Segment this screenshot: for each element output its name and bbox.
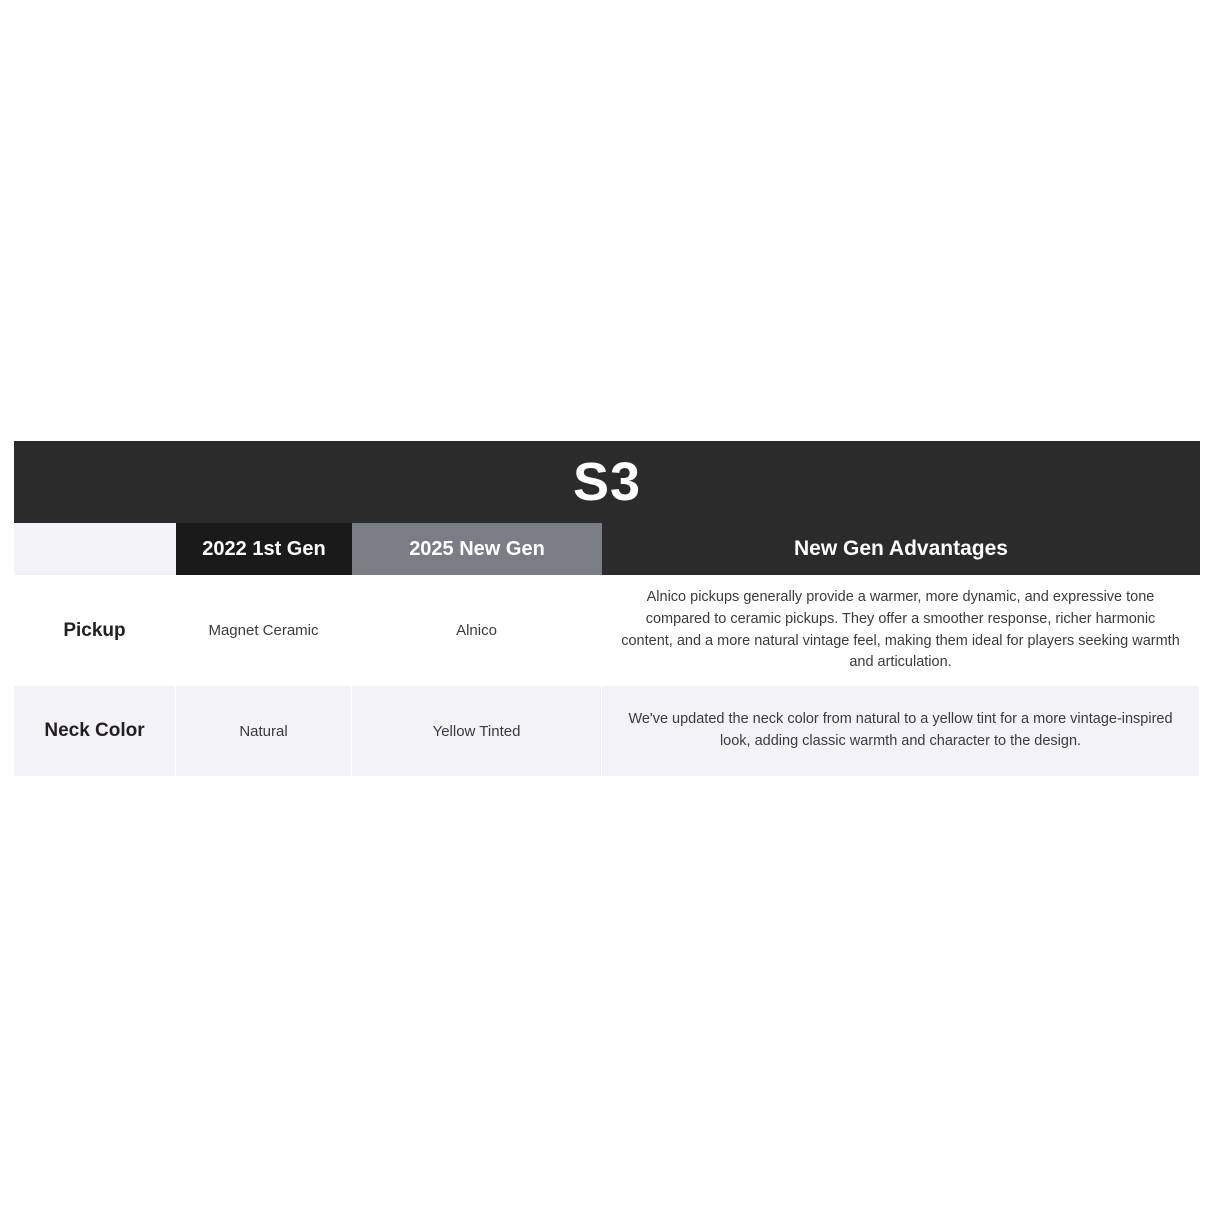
row-feature-label: Pickup bbox=[14, 575, 176, 686]
table-row bbox=[14, 686, 1200, 776]
row-feature-label: Neck Color bbox=[14, 686, 176, 776]
row-advantages-text: Alnico pickups generally provide a warmer, more dynamic, and expressive tone compared to ceramic pickups. They offer a smoother response, richer harmonic content, and a more natural vintage feel, making them ideal for players seeking warmth and articulation. bbox=[602, 575, 1200, 686]
row-gen2-value: Alnico bbox=[352, 575, 602, 686]
row-gen1-value: Natural bbox=[176, 686, 352, 776]
row-gen1-value: Magnet Ceramic bbox=[176, 575, 352, 686]
column-header-advantages: New Gen Advantages bbox=[602, 523, 1200, 575]
row-advantages-text: We've updated the neck color from natural to a yellow tint for a more vintage-inspired look, adding classic warmth and character to the design. bbox=[602, 686, 1200, 776]
table-row bbox=[14, 575, 1200, 686]
product-comparison-table bbox=[14, 441, 1200, 776]
product-title-banner bbox=[14, 441, 1200, 523]
page-title: S3 bbox=[572, 452, 642, 512]
row-gen2-value: Yellow Tinted bbox=[352, 686, 602, 776]
column-header-gen2: 2025 New Gen bbox=[352, 523, 602, 575]
table-header-row bbox=[14, 523, 1200, 575]
column-header-feature bbox=[14, 523, 176, 575]
column-header-gen1: 2022 1st Gen bbox=[176, 523, 352, 575]
